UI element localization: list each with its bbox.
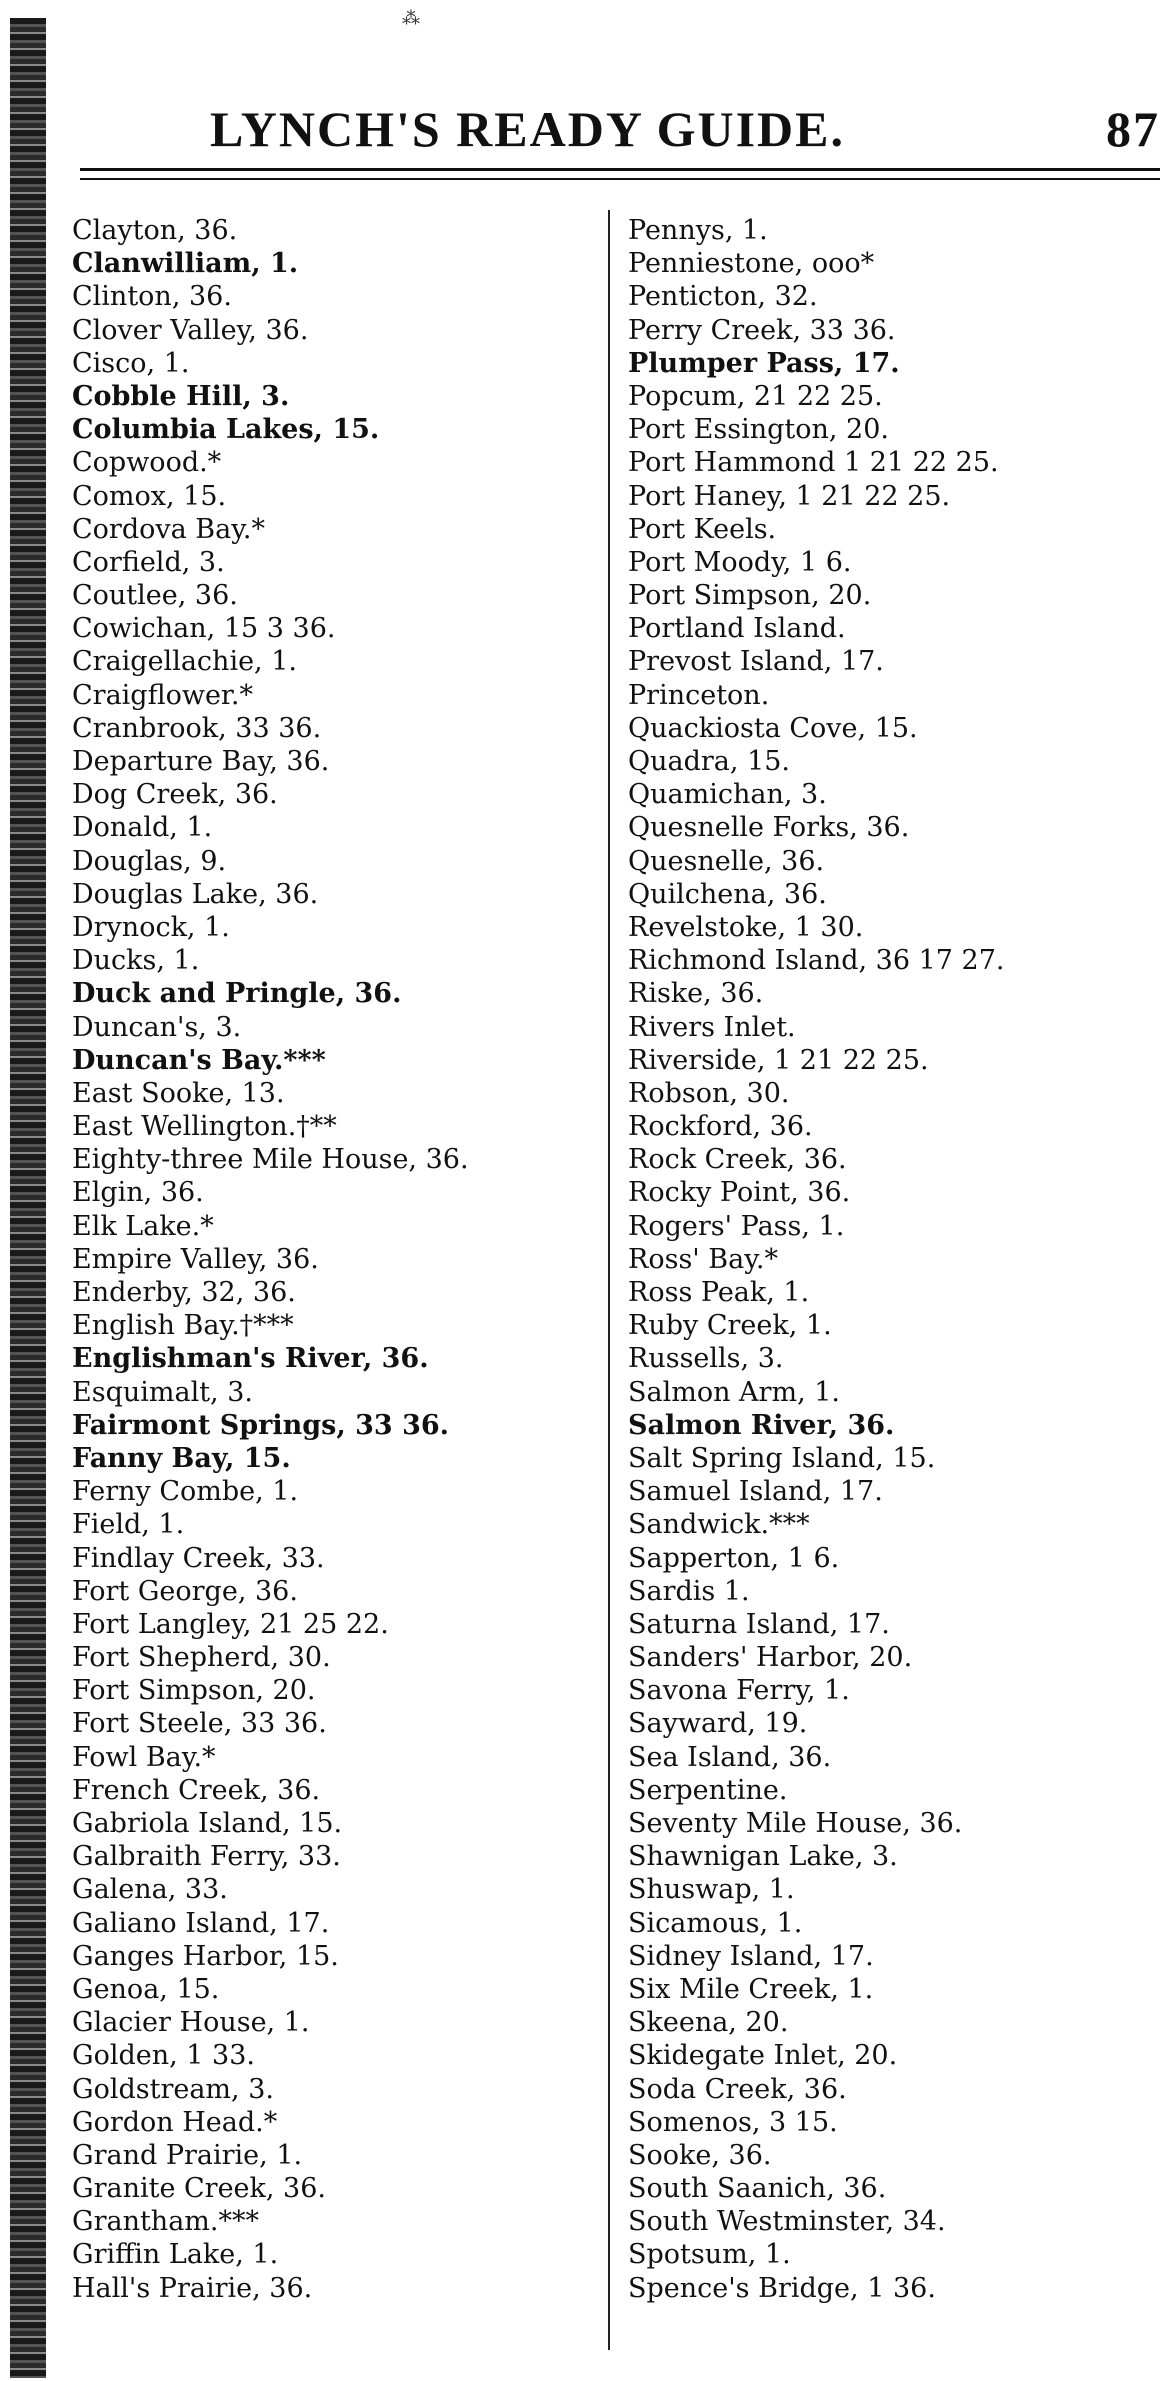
place-entry: Duncan's Bay.*** [72,1044,326,1076]
place-entry: Serpentine. [628,1774,788,1806]
place-entry: Columbia Lakes, 15. [72,414,380,446]
place-entry: Shuswap, 1. [628,1874,795,1906]
place-entry: Rivers Inlet. [628,1011,796,1043]
place-entry: Quadra, 15. [628,746,791,777]
place-entry: Skidegate Inlet, 20. [628,2040,898,2072]
place-entry: Sardis 1. [628,1575,750,1607]
place-entry: Cowichan, 15 3 36. [72,613,336,645]
place-entry: Seventy Mile House, 36. [628,1808,963,1839]
place-entry: East Sooke, 13. [72,1077,285,1109]
place-entry: Fort George, 36. [72,1575,298,1607]
place-entry: Richmond Island, 36 17 27. [628,945,1005,977]
header-title: LYNCH'S READY GUIDE. [210,101,846,157]
place-entry: Shawnigan Lake, 3. [628,1841,898,1873]
place-entry: Gabriola Island, 15. [72,1808,343,1839]
place-entry: Ducks, 1. [72,945,200,977]
place-entry: Ferny Combe, 1. [72,1476,299,1508]
place-entry: Enderby, 32, 36. [72,1277,296,1308]
place-entry: French Creek, 36. [72,1774,321,1806]
place-entry: Fort Simpson, 20. [72,1675,316,1707]
place-entry: Skeena, 20. [628,2007,789,2039]
place-entry: Englishman's River, 36. [72,1343,429,1375]
place-entry: Sandwick.*** [628,1509,810,1541]
header-rule [80,168,1160,171]
place-entry: East Wellington.†** [72,1111,337,1143]
place-entry: Soda Creek, 36. [628,2073,847,2105]
place-entry: Corfield, 3. [72,546,225,578]
place-entry: Fort Langley, 21 25 22. [72,1608,389,1640]
page-binding-edge [10,18,46,2378]
place-entry: Goldstream, 3. [72,2073,274,2105]
place-entry: Ross Peak, 1. [628,1277,810,1308]
place-entry: Samuel Island, 17. [628,1476,883,1508]
place-entry: Elgin, 36. [72,1177,204,1209]
place-entry: Sicamous, 1. [628,1907,803,1939]
place-entry: Riske, 36. [628,978,764,1010]
place-entry: Portland Island. [628,613,846,645]
running-header [210,100,1160,160]
place-entry: Somenos, 3 15. [628,2106,838,2138]
column-divider [608,210,610,2350]
place-entry: Sayward, 19. [628,1708,808,1740]
place-entry: Penticton, 32. [628,281,818,313]
place-entry: South Saanich, 36. [628,2173,887,2205]
place-entry: Cordova Bay.* [72,513,265,545]
place-entry: Findlay Creek, 33. [72,1542,325,1574]
place-entry: Sanders' Harbor, 20. [628,1642,913,1674]
place-entry: Penniestone, ooo* [628,248,875,280]
place-entry: Galiano Island, 17. [72,1907,330,1939]
place-entry: Six Mile Creek, 1. [628,1973,874,2005]
place-entry: Saturna Island, 17. [628,1608,890,1640]
place-entry: Russells, 3. [628,1343,784,1375]
place-entry: Port Simpson, 20. [628,580,872,612]
place-entry: Cranbrook, 33 36. [72,712,322,744]
place-entry: Spotsum, 1. [628,2239,791,2271]
place-entry: Ross' Bay.* [628,1243,778,1275]
place-entry: Salmon Arm, 1. [628,1376,840,1408]
place-entry: Galena, 33. [72,1874,228,1906]
place-entry: Plumper Pass, 17. [628,347,900,379]
place-entry: Fairmont Springs, 33 36. [72,1409,450,1441]
place-entry: Salt Spring Island, 15. [628,1442,936,1474]
place-entry: Copwood.* [72,447,222,479]
place-entry: Robson, 30. [628,1077,790,1109]
place-entry: Savona Ferry, 1. [628,1675,850,1707]
place-entry: Fort Steele, 33 36. [72,1708,327,1740]
place-entry: Princeton. [628,679,770,711]
place-entry: Rock Creek, 36. [628,1144,847,1176]
place-entry: Glacier House, 1. [72,2007,310,2039]
place-entry: Clayton, 36. [72,215,238,246]
place-entry: Port Moody, 1 6. [628,546,852,578]
place-entry: Esquimalt, 3. [72,1376,253,1408]
place-entry: Genoa, 15. [72,1973,220,2005]
place-entry: Duck and Pringle, 36. [72,978,402,1010]
place-entry: Fowl Bay.* [72,1741,216,1773]
place-entry: Hall's Prairie, 36. [72,2272,313,2304]
place-entry: Quesnelle Forks, 36. [628,812,910,844]
place-entry: Quamichan, 3. [628,779,827,811]
place-entry: Drynock, 1. [72,911,230,943]
place-entry: Grantham.*** [72,2206,259,2238]
place-entry: Sea Island, 36. [628,1741,832,1773]
place-entry: Sapperton, 1 6. [628,1542,840,1574]
place-entry: Coutlee, 36. [72,580,238,612]
place-entry: Pennys, 1. [628,215,768,246]
place-entry: Perry Creek, 33 36. [628,314,896,346]
place-entry: Revelstoke, 1 30. [628,911,864,943]
place-entry: Sooke, 36. [628,2139,772,2171]
place-entry: Douglas, 9. [72,845,227,877]
place-entry: Galbraith Ferry, 33. [72,1841,341,1873]
place-entry: Port Keels. [628,513,777,545]
place-entry: Grand Prairie, 1. [72,2139,303,2171]
place-entry: Field, 1. [72,1509,185,1541]
place-entry: Sidney Island, 17. [628,1940,874,1972]
place-entry: Gordon Head.* [72,2106,278,2138]
place-entry: Riverside, 1 21 22 25. [628,1044,929,1076]
place-entry: Cisco, 1. [72,347,190,379]
place-entry: Clinton, 36. [72,281,232,313]
place-entry: Rocky Point, 36. [628,1177,851,1209]
place-entry: Craigflower.* [72,679,253,711]
place-entry: Duncan's, 3. [72,1011,242,1043]
place-entry: Ganges Harbor, 15. [72,1940,339,1972]
place-entry: Popcum, 21 22 25. [628,380,883,412]
left-column [72,214,592,2305]
place-entry: Fanny Bay, 15. [72,1442,291,1474]
place-entry: Quilchena, 36. [628,878,827,910]
header-rule-thin [80,178,1160,180]
place-entry: Empire Valley, 36. [72,1243,319,1275]
place-entry: Rockford, 36. [628,1111,813,1143]
place-entry: Salmon River, 36. [628,1409,895,1441]
place-entry: Clover Valley, 36. [72,314,309,346]
place-entry: Prevost Island, 17. [628,646,884,678]
place-entry: Cobble Hill, 3. [72,380,290,412]
place-entry: Elk Lake.* [72,1210,214,1242]
place-entry: Port Hammond 1 21 22 25. [628,447,999,479]
place-entry: Griffin Lake, 1. [72,2239,279,2271]
place-entry: Dog Creek, 36. [72,779,278,811]
place-entry: Spence's Bridge, 1 36. [628,2272,936,2304]
place-entry: South Westminster, 34. [628,2206,946,2238]
place-entry: English Bay.†*** [72,1310,294,1342]
place-entry: Port Essington, 20. [628,414,889,446]
place-entry: Rogers' Pass, 1. [628,1210,845,1242]
place-entry: Clanwilliam, 1. [72,248,299,280]
place-entry: Craigellachie, 1. [72,646,297,678]
place-entry: Fort Shepherd, 30. [72,1642,331,1674]
place-entry: Quesnelle, 36. [628,845,825,877]
place-entry: Comox, 15. [72,480,227,512]
place-entry: Port Haney, 1 21 22 25. [628,480,951,512]
place-entry: Quackiosta Cove, 15. [628,712,918,744]
place-entry: Golden, 1 33. [72,2040,255,2072]
ornament-mark: ⁂ [402,8,420,29]
place-entry: Douglas Lake, 36. [72,878,319,910]
place-entry: Departure Bay, 36. [72,746,330,777]
page-number: 87 [1106,101,1160,157]
place-entry: Donald, 1. [72,812,213,844]
place-entry: Ruby Creek, 1. [628,1310,832,1342]
right-column [628,214,1168,2305]
place-entry: Eighty-three Mile House, 36. [72,1144,469,1176]
place-entry: Granite Creek, 36. [72,2173,326,2205]
